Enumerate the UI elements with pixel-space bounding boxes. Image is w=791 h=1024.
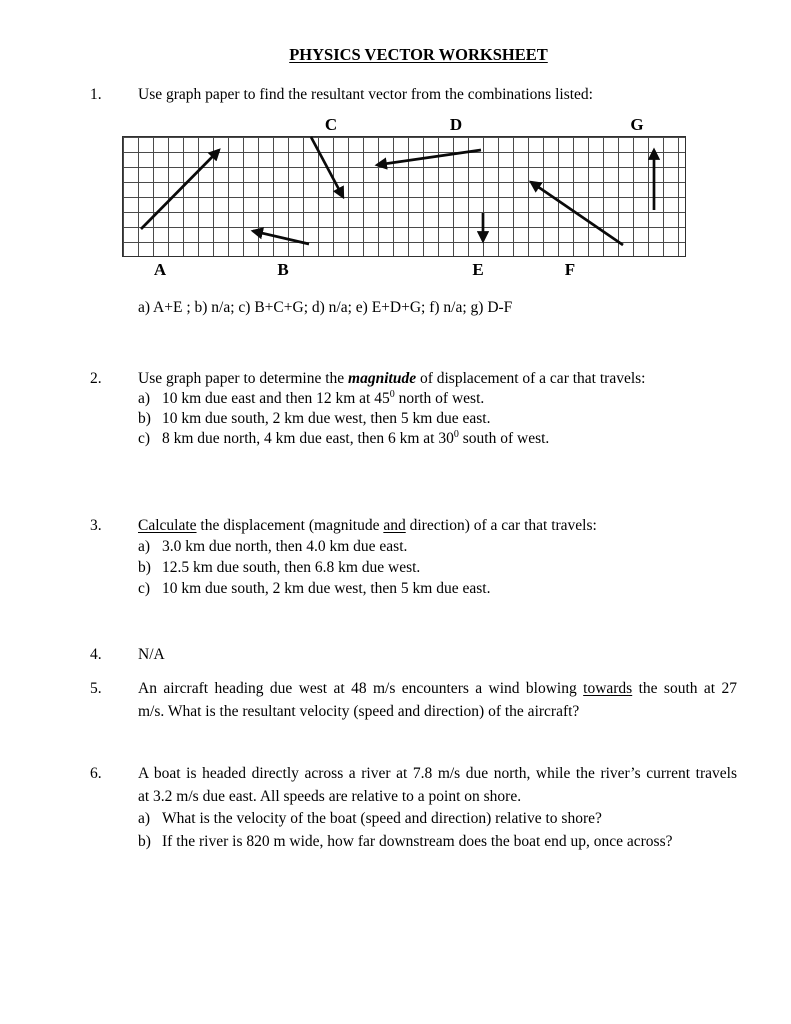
question-3	[90, 515, 737, 599]
degree-superscript: 0	[389, 388, 395, 400]
vector-C	[311, 137, 343, 197]
question-3-intro-post: direction) of a car that travels:	[405, 517, 597, 534]
item-text: 10 km due south, 2 km due west, then 5 km due east.	[162, 410, 491, 427]
figure-top-labels	[122, 116, 684, 136]
question-5-line-2: m/s. What is the resultant velocity (speed and direction) of the aircraft?	[138, 702, 580, 720]
item-label: b)	[138, 832, 151, 850]
page-title	[100, 45, 737, 65]
figure-bottom-labels	[122, 261, 684, 281]
question-3-item-a	[138, 536, 737, 557]
question-6	[90, 763, 737, 853]
item-text: 8 km due north, 4 km due east, then 6 km at 30	[162, 430, 454, 447]
item-text: 10 km due east and then 12 km at 45	[162, 390, 390, 407]
question-5-number: 5.	[90, 680, 102, 697]
vector-D	[377, 150, 481, 165]
question-5-text-post: the south at 27	[632, 680, 737, 697]
item-text-post: north of west.	[394, 390, 485, 407]
question-5-line-1	[138, 678, 737, 701]
question-1	[90, 85, 737, 105]
vector-label-C: C	[324, 115, 338, 134]
item-label: a)	[138, 810, 151, 827]
question-1-number: 1.	[90, 86, 102, 103]
graph-paper-grid	[122, 136, 686, 257]
item-text: What is the velocity of the boat (speed and direction) relative to shore?	[162, 810, 602, 827]
vector-label-B: B	[277, 260, 289, 279]
question-2-intro-emphasis: magnitude	[348, 370, 417, 387]
question-3-item-c	[138, 578, 737, 599]
item-text: 12.5 km due south, then 6.8 km due west.	[162, 559, 421, 576]
question-3-intro-underlined-and: and	[383, 517, 406, 534]
item-text: 3.0 km due north, then 4.0 km due east.	[162, 538, 408, 555]
question-2-intro-pre: Use graph paper to determine the	[138, 370, 349, 387]
vector-label-E: E	[472, 260, 484, 279]
item-text-post: south of west.	[458, 430, 550, 447]
vector-F	[531, 182, 623, 245]
question-4	[90, 645, 737, 665]
vector-label-F: F	[564, 260, 576, 279]
question-3-intro	[138, 515, 737, 536]
question-3-intro-underlined: Calculate	[138, 517, 197, 534]
question-3-number: 3.	[90, 517, 102, 534]
question-3-intro-mid: the displacement (magnitude	[196, 517, 384, 534]
item-label: c)	[138, 430, 151, 447]
question-2-item-b	[138, 409, 737, 429]
question-3-item-b	[138, 557, 737, 578]
degree-superscript: 0	[453, 428, 459, 440]
vector-label-D: D	[449, 115, 463, 134]
item-label: a)	[138, 538, 151, 555]
question-5-text-pre: An aircraft heading due west at 48 m/s encounters a wind blowing	[138, 680, 584, 697]
item-text: If the river is 820 m wide, how far downstream does the boat end up, once across?	[162, 832, 673, 850]
item-label: b)	[138, 410, 151, 427]
question-6-line-2: at 3.2 m/s due east. All speeds are relative to a point on shore.	[138, 787, 522, 805]
question-6-line-1: A boat is headed directly across a river at 7.8 m/s due north, while the river’s current travels	[138, 765, 737, 782]
item-label: c)	[138, 580, 151, 597]
question-6-item-a	[138, 808, 737, 831]
question-2-intro	[138, 369, 737, 389]
question-2	[90, 369, 737, 449]
question-1-text: Use graph paper to find the resultant vector from the combinations listed:	[138, 86, 593, 103]
question-6-number: 6.	[90, 765, 102, 782]
question-5-underlined-towards: towards	[583, 680, 633, 697]
vector-label-A: A	[153, 260, 167, 279]
question-2-item-c	[138, 429, 737, 449]
vector-B	[253, 231, 309, 244]
question-2-item-a	[138, 389, 737, 409]
item-label: b)	[138, 559, 151, 576]
question-4-text: N/A	[138, 646, 165, 663]
vector-A	[141, 150, 219, 229]
question-6-item-b	[138, 831, 737, 854]
vector-figure	[122, 116, 684, 282]
question-1-combinations: a) A+E ; b) n/a; c) B+C+G; d) n/a; e) E+D+G; f) n/a; g) D-F	[138, 299, 513, 316]
vectors-svg	[123, 137, 685, 256]
item-text: 10 km due south, 2 km due west, then 5 km due east.	[162, 580, 491, 597]
question-2-number: 2.	[90, 370, 102, 387]
question-4-number: 4.	[90, 646, 102, 663]
page-title-text: PHYSICS VECTOR WORKSHEET	[289, 45, 548, 64]
vector-label-G: G	[630, 115, 644, 134]
question-5	[90, 678, 737, 723]
question-2-intro-post: of displacement of a car that travels:	[416, 370, 646, 387]
item-label: a)	[138, 390, 151, 407]
